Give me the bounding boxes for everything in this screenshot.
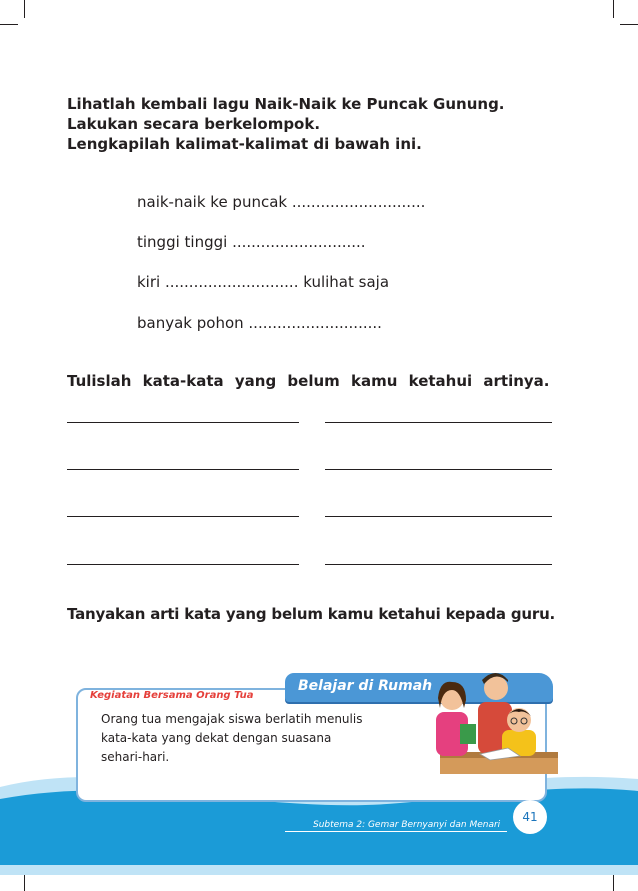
crop-mark — [613, 873, 614, 891]
home-activity-line: sehari-hari. — [101, 750, 170, 764]
writing-line[interactable] — [325, 516, 552, 517]
page-number: 41 — [513, 800, 547, 834]
instruction-line: Lakukan secara berkelompok. — [67, 115, 321, 133]
family-illustration — [420, 668, 560, 778]
home-activity-line: kata-kata yang dekat dengan suasana — [101, 731, 332, 745]
writing-line[interactable] — [67, 469, 299, 470]
words-heading: Tulislah kata-kata yang belum kamu ketahui artinya. — [67, 372, 550, 390]
writing-line[interactable] — [325, 469, 552, 470]
writing-line[interactable] — [325, 422, 552, 423]
writing-line[interactable] — [325, 564, 552, 565]
instructions — [67, 94, 505, 154]
footer-line — [285, 831, 507, 832]
crop-mark — [24, 873, 25, 891]
writing-line[interactable] — [67, 422, 299, 423]
lyric-line: banyak pohon ............................ — [137, 314, 382, 332]
home-activity-text — [101, 710, 401, 767]
instruction-line: Lihatlah kembali lagu Naik-Naik ke Puncak Gunung. — [67, 95, 505, 113]
lyric-line: tinggi tinggi ............................ — [137, 233, 366, 251]
lyric-line: naik-naik ke puncak ............................ — [137, 193, 426, 211]
ask-teacher-text: Tanyakan arti kata yang belum kamu ketahui kepada guru. — [67, 605, 556, 623]
writing-line[interactable] — [67, 516, 299, 517]
instruction-line: Lengkapilah kalimat-kalimat di bawah ini. — [67, 135, 422, 153]
footer-subtheme: Subtema 2: Gemar Bernyanyi dan Menari — [313, 820, 501, 830]
crop-mark — [24, 0, 25, 18]
home-activity-subtitle: Kegiatan Bersama Orang Tua — [90, 690, 254, 701]
crop-mark — [613, 0, 614, 18]
home-activity-line: Orang tua mengajak siswa berlatih menulis — [101, 712, 363, 726]
home-activity-title: Belajar di Rumah — [298, 678, 433, 694]
lyric-line: kiri ............................ kulihat saja — [137, 273, 390, 291]
crop-mark — [620, 24, 638, 25]
crop-mark — [0, 24, 18, 25]
writing-line[interactable] — [67, 564, 299, 565]
